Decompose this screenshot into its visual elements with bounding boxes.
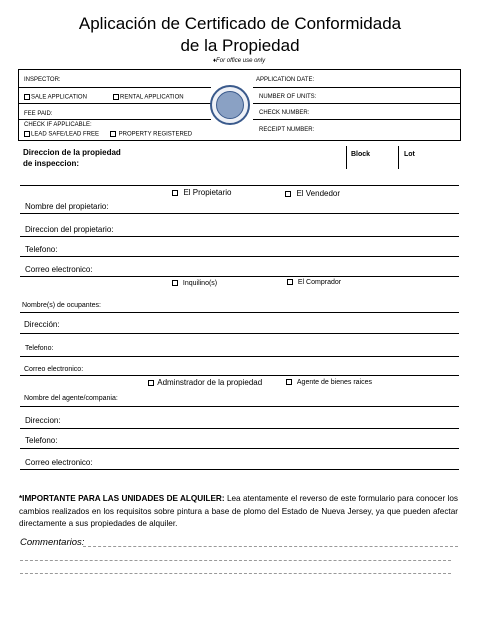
- rental-application-checkbox[interactable]: [113, 94, 119, 100]
- rental-notice-body: Lea atentamente el reverso de este formulario para conocer los cambios realizados en los requisitos sobre pintura a base de plomo del Estado de Nueva Jersey, ya que pueden afectar directamente a sus propiedades de alquiler.: [19, 494, 458, 528]
- application-date-label: APPLICATION DATE:: [256, 77, 315, 83]
- number-of-units-label: NUMBER OF UNITS:: [259, 94, 317, 100]
- buyer-checkbox[interactable]: [287, 279, 293, 285]
- inspector-label: INSPECTOR:: [24, 77, 61, 83]
- seller-option-label: El Vendedor: [296, 189, 341, 198]
- property-registered-checkbox[interactable]: [110, 131, 116, 137]
- fee-paid-label: FEE PAID:: [24, 111, 53, 117]
- seller-checkbox[interactable]: [285, 191, 291, 197]
- property-address-label-2: de inspeccion:: [23, 159, 80, 168]
- office-use-box: [18, 69, 461, 141]
- owner-email-line[interactable]: [20, 276, 459, 277]
- sale-application-checkbox[interactable]: [24, 94, 30, 100]
- form-title-line1: Aplicación de Certificado de Conformidada: [78, 14, 402, 33]
- check-number-label: CHECK NUMBER:: [259, 110, 310, 116]
- city-seal-icon: [210, 85, 250, 125]
- sale-application-option[interactable]: [24, 94, 87, 101]
- rental-notice-lead: *IMPORTANTE PARA LAS UNIDADES DE ALQUILER:: [19, 494, 225, 503]
- rental-application-label: RENTAL APPLICATION: [120, 94, 184, 101]
- owner-email-label: Correo electronico:: [25, 265, 93, 274]
- rental-application-option[interactable]: [113, 94, 184, 101]
- comments-label: Commentarios:: [20, 537, 85, 548]
- lead-safe-option[interactable]: [24, 131, 99, 138]
- occupant-email-label: Correo electronico:: [24, 366, 84, 373]
- comments-line-3[interactable]: [20, 573, 451, 574]
- owner-option[interactable]: [172, 188, 231, 197]
- occupant-email-line[interactable]: [20, 375, 459, 376]
- owner-phone-line[interactable]: [20, 256, 459, 257]
- owner-phone-label: Telefono:: [25, 245, 58, 254]
- agent-email-line[interactable]: [20, 469, 459, 470]
- block-label: Block: [351, 151, 371, 158]
- agent-phone-line[interactable]: [20, 448, 459, 449]
- agent-phone-label: Telefono:: [25, 436, 58, 445]
- property-address-line[interactable]: [20, 185, 459, 186]
- comments-line-2[interactable]: [20, 560, 451, 561]
- owner-name-label: Nombre del propietario:: [25, 202, 109, 211]
- manager-option-label: Adminstrador de la propiedad: [157, 378, 263, 387]
- real-estate-agent-option[interactable]: [286, 379, 372, 386]
- lead-safe-label: LEAD SAFE/LEAD FREE: [31, 131, 100, 138]
- manager-option[interactable]: [148, 378, 262, 387]
- occupant-phone-line[interactable]: [20, 356, 459, 357]
- agent-address-line[interactable]: [20, 428, 459, 429]
- tenant-option-label: Inquilino(s): [182, 280, 218, 287]
- agent-email-label: Correo electronico:: [25, 458, 93, 467]
- office-use-note: ♦For office use only: [213, 58, 266, 64]
- occupant-names-line[interactable]: [20, 312, 459, 313]
- owner-name-line[interactable]: [20, 213, 459, 214]
- receipt-number-label: RECEIPT NUMBER:: [259, 127, 315, 133]
- buyer-option[interactable]: [287, 279, 341, 286]
- tenant-option[interactable]: [172, 280, 217, 287]
- agent-name-label: Nombre del agente/compania:: [24, 395, 118, 402]
- lot-label: Lot: [404, 151, 415, 158]
- occupant-phone-label: Telefono:: [25, 345, 54, 352]
- tenant-checkbox[interactable]: [172, 280, 178, 286]
- property-registered-option[interactable]: [110, 131, 192, 138]
- property-address-label-1: Direccion de la propiedad: [23, 148, 121, 157]
- buyer-option-label: El Comprador: [297, 279, 342, 286]
- form-title-line2: de la Propiedad: [180, 36, 300, 55]
- sale-application-label: SALE APPLICATION: [31, 94, 87, 101]
- property-registered-label: PROPERTY REGISTERED: [118, 131, 193, 138]
- real-estate-agent-checkbox[interactable]: [286, 379, 292, 385]
- occupant-address-line[interactable]: [20, 333, 459, 334]
- owner-address-label: Direccion del propietario:: [25, 225, 114, 234]
- owner-address-line[interactable]: [20, 236, 459, 237]
- seller-option[interactable]: [285, 189, 340, 198]
- agent-address-label: Direccion:: [25, 416, 61, 425]
- manager-checkbox[interactable]: [148, 380, 154, 386]
- comments-line-1[interactable]: [83, 546, 458, 547]
- lead-safe-checkbox[interactable]: [24, 131, 30, 137]
- occupant-address-label: Dirección:: [24, 320, 60, 329]
- real-estate-agent-option-label: Agente de bienes raices: [296, 379, 372, 386]
- check-if-applicable-label: CHECK IF APPLICABLE:: [24, 122, 92, 128]
- occupant-names-label: Nombre(s) de ocupantes:: [22, 302, 101, 309]
- owner-checkbox[interactable]: [172, 190, 178, 196]
- agent-name-line[interactable]: [20, 406, 459, 407]
- rental-notice: [19, 493, 458, 531]
- owner-option-label: El Propietario: [183, 188, 232, 197]
